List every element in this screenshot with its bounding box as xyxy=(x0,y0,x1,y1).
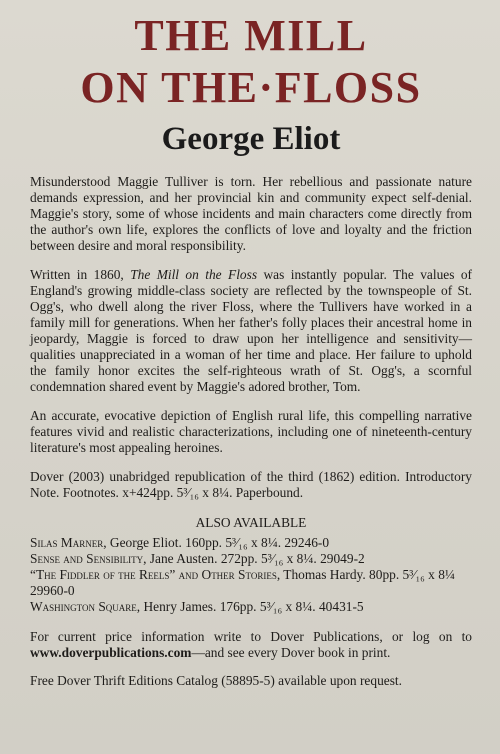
also-item-title: “The Fiddler of the Reels” and Other Stories xyxy=(30,567,277,582)
price-info xyxy=(30,629,472,661)
description-paragraph-3: An accurate, evocative depiction of English rural life, this compelling narrative features vivid and realistic characterizations, including one of nineteenth-century literature's most appealing heroines. xyxy=(30,408,472,455)
also-item-details: , Henry James. 176pp. 5³⁄₁₆ x 8¼. 40431-5 xyxy=(136,599,364,614)
para2-book-title: The Mill on the Floss xyxy=(130,267,258,282)
also-available-item xyxy=(30,599,472,615)
also-item-title: Silas Marner xyxy=(30,535,104,550)
para2-rest: was instantly popular. The values of England's growing middle-class society are reflected by the townspeople of St. Ogg's, who dwell along the river Floss, where the Tullivers have worked in a family mill for generations. When her father's folly places their ancestral home in jeopardy, Maggie is forced to draw upon her intelligence and sensitivity—qualities unappreciated in a woman of her time and place. Her failure to uphold the family honor excites the self-righteous wrath of St. Ogg's, a scornful condemnation shared event by Maggie's adored brother, Tom. xyxy=(30,267,473,394)
description-paragraph-2 xyxy=(30,267,472,395)
author-name: George Eliot xyxy=(161,121,341,157)
book-title xyxy=(30,0,472,114)
price-info-rest: —and see every Dover book in print. xyxy=(191,645,391,660)
also-item-details: , Thomas Hardy. 80pp. 5³⁄₁₆ x 8¼ 29960-0 xyxy=(30,567,455,598)
also-item-title: Washington Square xyxy=(30,599,137,614)
title-line-2: ON THE·FLOSS xyxy=(80,63,422,112)
dover-website-link: www.doverpublications.com xyxy=(30,645,192,660)
also-available-item xyxy=(30,567,472,599)
catalog-note: Free Dover Thrift Editions Catalog (58895-5) available upon request. xyxy=(30,673,402,688)
price-info-start: For current price information write to Dover Publications, or log on to xyxy=(30,629,472,644)
also-item-details: , George Eliot. 160pp. 5³⁄₁₆ x 8¼. 29246-0 xyxy=(103,535,330,550)
also-available-item xyxy=(30,535,472,551)
also-item-details: , Jane Austen. 272pp. 5³⁄₁₆ x 8¼. 29049-2 xyxy=(143,551,365,566)
also-available-item xyxy=(30,551,472,567)
also-available-heading: ALSO AVAILABLE xyxy=(195,515,307,530)
para2-start: Written in 1860, xyxy=(30,267,131,282)
also-available-list xyxy=(30,535,472,615)
also-item-title: Sense and Sensibility xyxy=(30,551,144,566)
title-line-1: THE MILL xyxy=(134,11,368,60)
edition-note: Dover (2003) unabridged republication of the third (1862) edition. Introductory Note. Footnotes. x+424pp. 5³⁄₁₆ x 8¼. Paperbound. xyxy=(30,469,472,500)
description-paragraph-1: Misunderstood Maggie Tulliver is torn. Her rebellious and passionate nature demands expression, and her provincial kin and community expect self-denial. Maggie's story, some of whose incidents and main characters come directly from the author's own life, explores the conflicts of love and loyalty and the friction between desire and moral responsibility. xyxy=(30,174,472,253)
